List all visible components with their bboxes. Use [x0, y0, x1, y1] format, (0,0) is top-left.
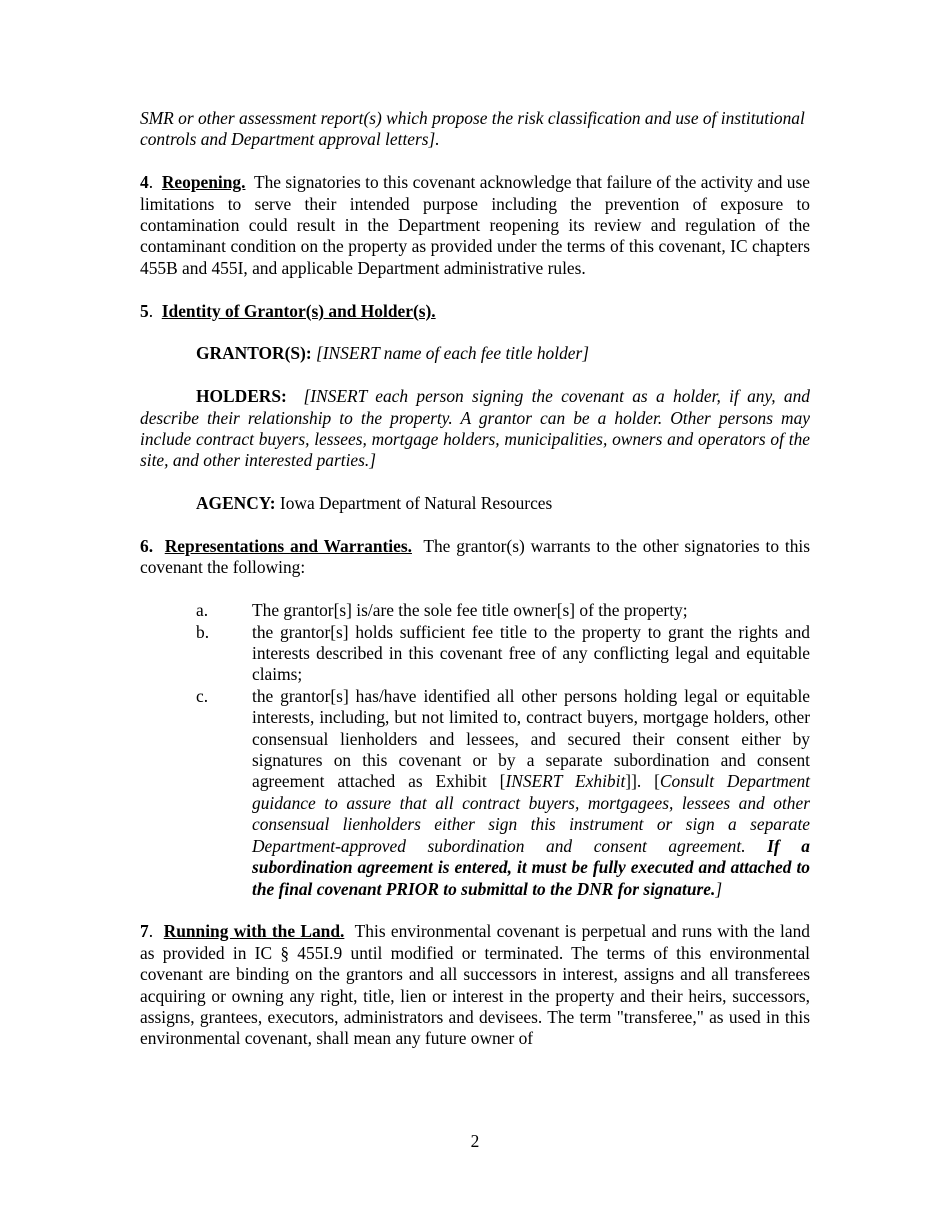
holders-paragraph	[140, 386, 810, 472]
section-7-heading: Running with the Land.	[163, 921, 345, 942]
holders-label: HOLDERS:	[196, 386, 287, 407]
section-4: 4. Reopening. The signatories to this covenant acknowledge that failure of the activity and use limitations to serve their intended purpose including the prevention of exposure to contamination could result in the Department reopening its review and regulation of the contaminant condition on the property as provided under the terms of this covenant, IC chapters 455B and 455I, and applicable Department administrative rules.	[140, 172, 810, 278]
agency-line	[140, 493, 810, 514]
section-4-number: 4	[140, 172, 149, 193]
item-c-exhibit: INSERT Exhibit	[505, 771, 626, 792]
list-item	[140, 600, 810, 621]
list-item-text: the grantor[s] holds sufficient fee title to the property to grant the rights and interests described in this covenant free of any conflicting legal and equitable claims;	[252, 621, 810, 685]
section-5: 5. Identity of Grantor(s) and Holder(s).	[140, 300, 436, 321]
section-6-heading: Representations and Warranties.	[164, 536, 412, 557]
list-item	[140, 622, 810, 686]
list-item	[140, 686, 810, 900]
grantor-label: GRANTOR(S):	[196, 343, 312, 364]
section-5-heading: Identity of Grantor(s) and Holder(s).	[161, 300, 436, 321]
intro-text: SMR or other assessment report(s) which propose the risk classification and use of institutional controls and Department approval letters].	[140, 108, 805, 150]
holders-text: [INSERT each person signing the covenant as a holder, if any, and describe their relationship to the property. A grantor can be a holder. Other persons may include contract buyers, lessees, mortgage holders, municipalities, owners and operators of the site, and other interested parties.]	[140, 386, 811, 471]
page-number: 2	[470, 1131, 480, 1151]
section-6-body: The grantor(s) warrants to the other signatories to this covenant the following:	[140, 536, 810, 578]
section-4-heading: Reopening.	[161, 172, 246, 193]
agency-label: AGENCY:	[196, 493, 276, 514]
section-7: 7. Running with the Land. This environmental covenant is perpetual and runs with the land as provided in IC § 455I.9 until modified or terminated. The terms of this environmental covenant are binding on the grantors and all successors in interest, assigns and all transferees acquiring or owning any right, title, lien or interest in the property and their heirs, successors, assigns, grantees, executors, administrators and devisees. The term "transferee," as used in this environmental covenant, shall mean any future owner of	[140, 921, 810, 1049]
item-c-text: the grantor[s] has/have identified all other persons holding legal or equitable interests, including, but not limited to, contract buyers, mortgage holders, other consensual lienholders and lessees, and secured their consent either by signatures on this covenant or by a separate subordination and consent agreement attached as Exhibit [	[252, 685, 810, 792]
list-item-text	[252, 686, 810, 900]
item-c-guidance: Consult Department guidance to assure that all contract buyers, mortgagees, lessees and other consensual lienholders either sign this instrument or sign a separate Department-approved subordination and consent agreement.	[252, 771, 810, 856]
grantor-text: [INSERT name of each fee title holder]	[315, 343, 590, 364]
section-5-number: 5	[140, 300, 149, 321]
grantor-line	[140, 343, 810, 364]
section-6	[140, 536, 810, 579]
item-c-bracket: ]]. [	[625, 771, 660, 792]
list-marker: c.	[196, 685, 209, 706]
warranties-list	[140, 600, 810, 900]
item-c-emphasis: If a subordination agreement is entered, it must be fully executed and attached to the final covenant PRIOR to submittal to the DNR for signature.	[252, 835, 810, 899]
document-page	[140, 108, 810, 1050]
section-7-number: 7	[140, 921, 149, 942]
list-marker: a.	[196, 600, 209, 621]
agency-text: Iowa Department of Natural Resources	[279, 493, 553, 514]
list-item-text: The grantor[s] is/are the sole fee title owner[s] of the property;	[252, 600, 688, 621]
section-7-body: This environmental covenant is perpetual and runs with the land as provided in IC § 455I.9 until modified or terminated. The terms of this environmental covenant are binding on the grantors and all successors in interest, assigns and all transferees acquiring or owning any right, title, lien or interest in the property and their heirs, successors, assigns, grantees, executors, administrators and devisees. The term "transferee," as used in this environmental covenant, shall mean any future owner of	[140, 921, 810, 1049]
item-c-close: ]	[715, 878, 723, 899]
list-marker: b.	[196, 621, 210, 642]
section-6-number: 6.	[140, 536, 154, 557]
section-4-body: The signatories to this covenant acknowledge that failure of the activity and use limitations to serve their intended purpose including the prevention of exposure to contamination could result in the Department reopening its review and regulation of the contaminant condition on the property as provided under the terms of this covenant, IC chapters 455B and 455I, and applicable Department administrative rules.	[140, 172, 810, 278]
